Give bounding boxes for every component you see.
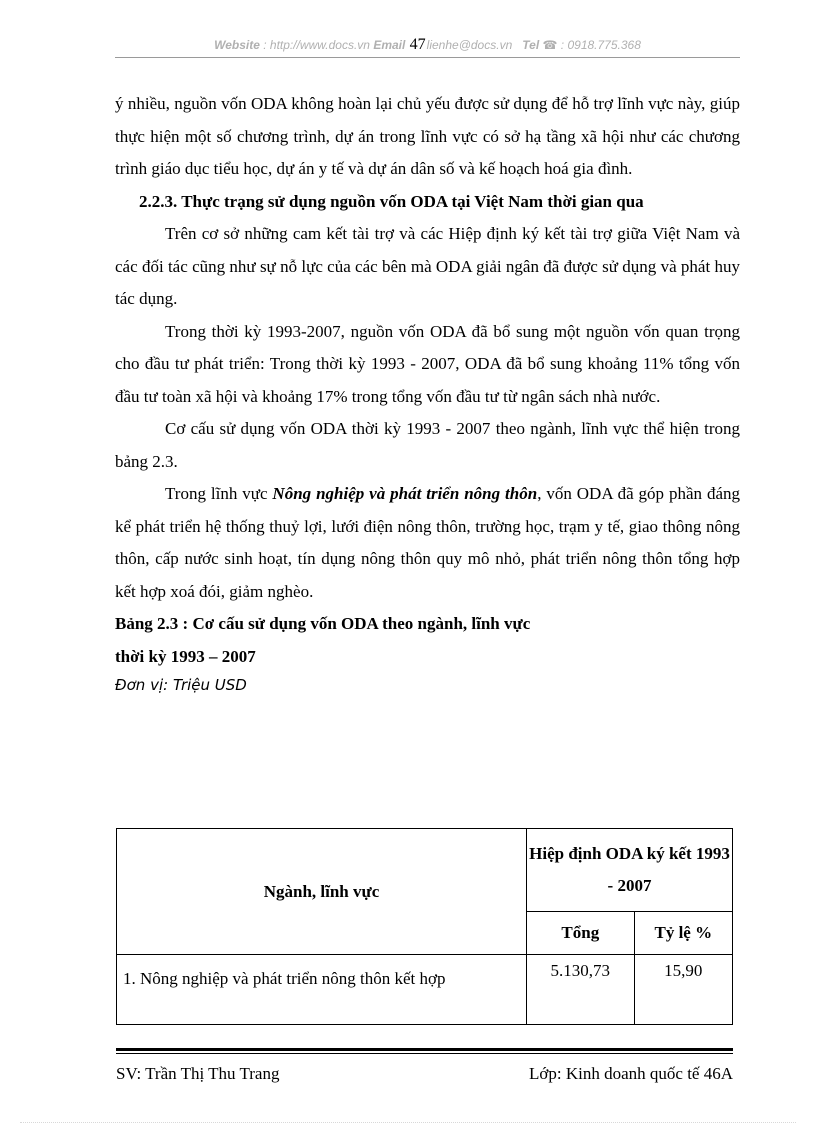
table-header-sector: Ngành, lĩnh vực: [117, 829, 527, 955]
table-cell-sector: 1. Nông nghiệp và phát triển nông thôn kết hợp: [117, 955, 527, 1025]
table-cell-total: 5.130,73: [527, 955, 635, 1025]
table-unit: Đơn vị: Triệu USD: [115, 676, 247, 694]
table-header-total: Tổng: [527, 912, 635, 955]
table-caption-period: thời kỳ 1993 – 2007: [115, 646, 256, 666]
paragraph: [115, 478, 740, 608]
paragraph: Trên cơ sở những cam kết tài trợ và các Hiệp định ký kết tài trợ giữa Việt Nam và các đối tác cũng như sự nỗ lực của các bên mà ODA giải ngân đã được sử dụng và phát huy tác dụng.: [115, 224, 740, 308]
email-value[interactable]: lienhe@docs.vn: [426, 38, 513, 52]
paragraph: Cơ cấu sử dụng vốn ODA thời kỳ 1993 - 2007 theo ngành, lĩnh vực thể hiện trong bảng 2.3.: [115, 419, 740, 471]
tel-value: ☎ : 0918.775.368: [542, 38, 641, 52]
table-row: [117, 955, 733, 1025]
paragraph: Trong thời kỳ 1993-2007, nguồn vốn ODA đã bổ sung một nguồn vốn quan trọng cho đầu tư phát triển: Trong thời kỳ 1993 - 2007, ODA đã bổ sung khoảng 11% tổng vốn đầu tư toàn xã hội và khoảng 17% trong tổng vốn đầu tư từ ngân sách nhà nước.: [115, 321, 740, 406]
table-header-group: Hiệp định ODA ký kết 1993 - 2007: [527, 829, 733, 912]
website-url[interactable]: : http://www.docs.vn: [263, 38, 370, 52]
paragraph-text: Trong lĩnh vực: [165, 484, 273, 503]
table-header-ratio: Tỷ lệ %: [634, 912, 732, 955]
table-cell-ratio: 15,90: [634, 955, 732, 1025]
document-body: [115, 88, 740, 697]
footer-class: Lớp: Kinh doanh quốc tế 46A: [529, 1064, 733, 1083]
oda-structure-table: [116, 828, 733, 1025]
email-label: Email: [373, 38, 406, 52]
table-caption: Bảng 2.3 : Cơ cấu sử dụng vốn ODA theo ngành, lĩnh vực: [115, 614, 531, 633]
emphasized-text: Nông nghiệp và phát triển nông thôn: [272, 484, 538, 503]
tel-label: Tel: [522, 38, 540, 52]
website-label: Website: [214, 38, 260, 52]
header-divider: [115, 57, 740, 58]
page-number: 47: [409, 36, 426, 53]
footer-student: SV: Trần Thị Thu Trang: [116, 1064, 280, 1083]
paragraph-text: , vốn ODA đã góp phần đáng kể phát triển hệ thống thuỷ lợi, lưới điện nông thôn, trường học, trạm y tế, giao thông nông thôn, cấp nước sinh hoạt, tín dụng nông thôn quy mô nhỏ, phát triển nông thôn tổng hợp kết hợp xoá đói, giảm nghèo.: [115, 484, 740, 601]
footer-divider-thick: [116, 1048, 733, 1051]
footer-divider-thin: [116, 1053, 733, 1054]
page-footer: [116, 1064, 733, 1084]
page-header: [115, 36, 740, 56]
paragraph-continuation: ý nhiều, nguồn vốn ODA không hoàn lại chủ yếu được sử dụng để hỗ trợ lĩnh vực này, giúp thực hiện một số chương trình, dự án trong lĩnh vực có sở hạ tầng xã hội như các chương trình giáo dục tiểu học, dự án y tế và dự án dân số và kế hoạch hoá gia đình.: [115, 94, 740, 178]
section-heading: 2.2.3. Thực trạng sử dụng nguồn vốn ODA tại Việt Nam thời gian qua: [139, 191, 644, 211]
